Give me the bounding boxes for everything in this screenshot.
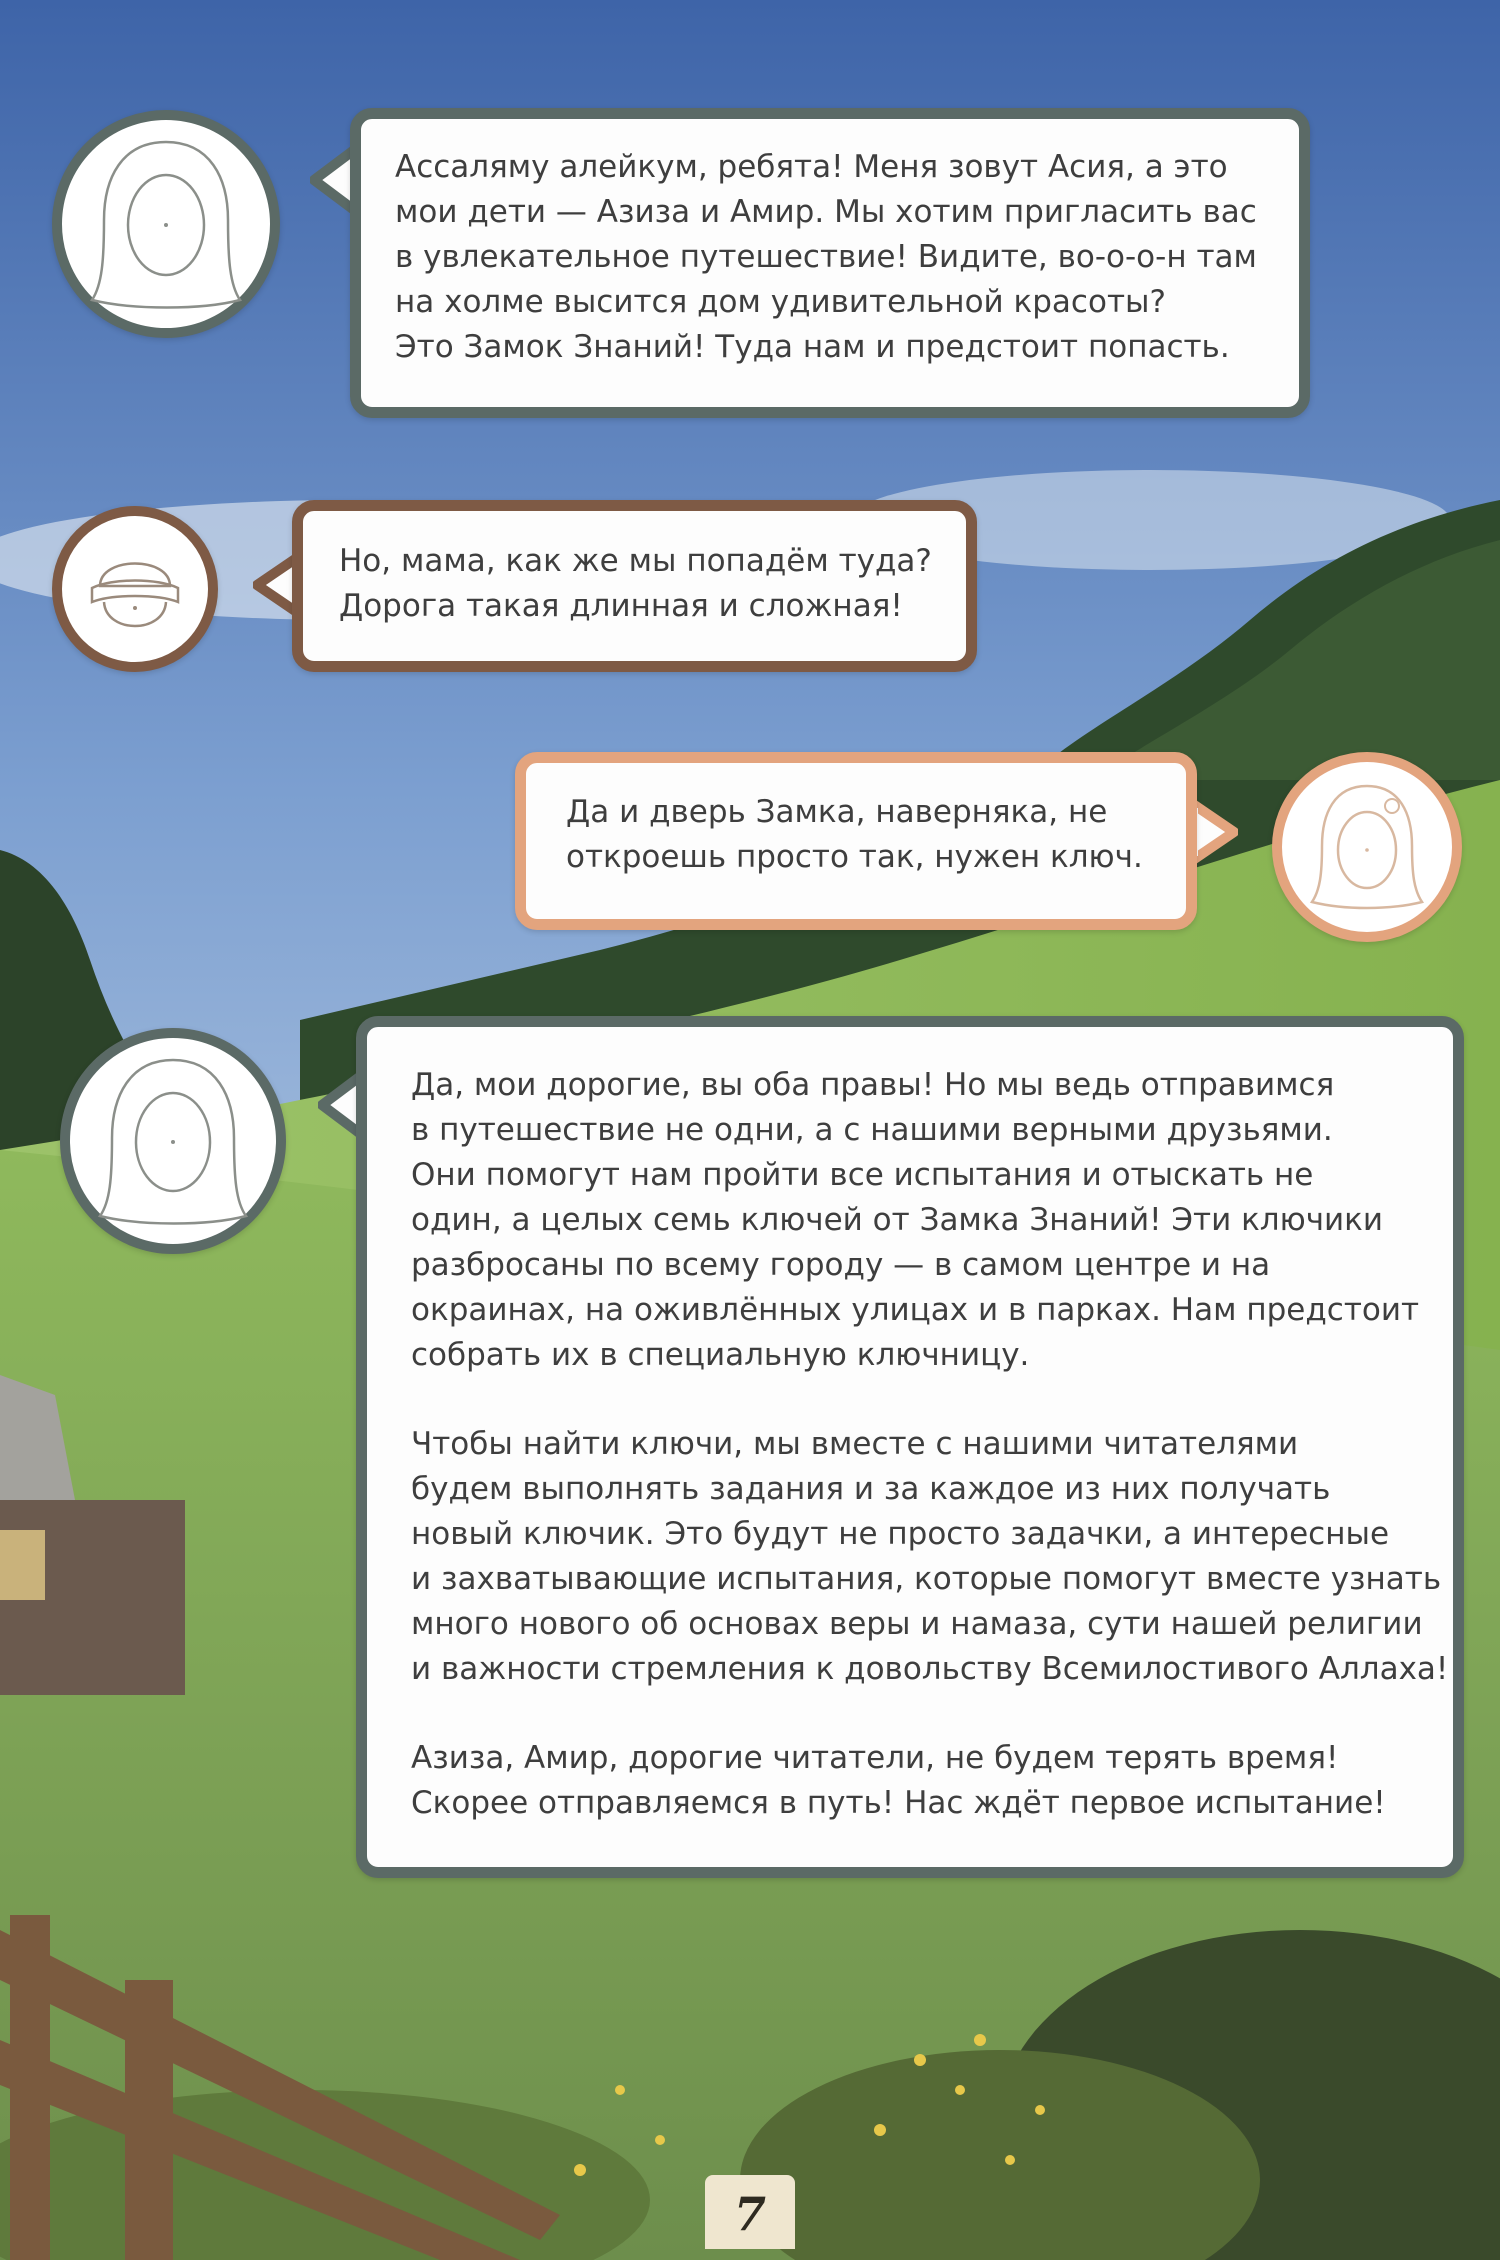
text-line: собрать их в специальную ключницу. (411, 1337, 1030, 1373)
text-line: новый ключик. Это будут не просто задачки, а интересные (411, 1516, 1390, 1552)
bubble-paragraph (411, 1063, 1453, 1378)
text-line: Да и дверь Замка, наверняка, не (566, 794, 1108, 830)
speech-bubble-girl-key (515, 752, 1197, 930)
bubble-text (566, 790, 1186, 880)
text-line: Чтобы найти ключи, мы вместе с нашими читателями (411, 1426, 1299, 1462)
text-line: откроешь просто так, нужен ключ. (566, 839, 1143, 875)
bubble-text (339, 539, 966, 629)
text-line: Ассаляму алейкум, ребята! Меня зовут Асия, а это (395, 149, 1228, 185)
bubble-paragraph (411, 1736, 1453, 1826)
text-line: в путешествие не одни, а с нашими верными друзьями. (411, 1112, 1333, 1148)
text-line: мои дети — Азиза и Амир. Мы хотим пригласить вас (395, 194, 1257, 230)
text-line: один, а целых семь ключей от Замка Знаний! Эти ключики (411, 1202, 1384, 1238)
girl-hijab-icon (1272, 752, 1462, 942)
boy-cap-icon (52, 506, 218, 672)
text-line: Но, мама, как же мы попадём туда? (339, 543, 932, 579)
text-line: Азиза, Амир, дорогие читатели, не будем терять время! (411, 1740, 1339, 1776)
text-line: много нового об основах веры и намаза, сути нашей религии (411, 1606, 1423, 1642)
speech-bubble-boy-question (292, 500, 977, 672)
page-number: 7 (705, 2175, 795, 2249)
text-line: в увлекательное путешествие! Видите, во-о-о-н там (395, 239, 1257, 275)
text-line: и захватывающие испытания, которые помогут вместе узнать (411, 1561, 1442, 1597)
text-line: на холме высится дом удивительной красоты? (395, 284, 1166, 320)
text-line: Скорее отправляемся в путь! Нас ждёт первое испытание! (411, 1785, 1386, 1821)
text-line: Да, мои дорогие, вы оба правы! Но мы ведь отправимся (411, 1067, 1335, 1103)
text-line: будем выполнять задания и за каждое из них получать (411, 1471, 1331, 1507)
mother-hijab-icon (52, 110, 280, 338)
text-line: и важности стремления к довольству Всемилостивого Аллаха! (411, 1651, 1449, 1687)
text-line: разбросаны по всему городу — в самом центре и на (411, 1247, 1271, 1283)
bubble-text (395, 145, 1299, 370)
text-line: Они помогут нам пройти все испытания и отыскать не (411, 1157, 1314, 1193)
speech-bubble-mother-explanation (356, 1016, 1464, 1878)
bubble-paragraph (411, 1422, 1453, 1692)
mother-hijab-icon (60, 1028, 286, 1254)
text-line: Дорога такая длинная и сложная! (339, 588, 903, 624)
text-line: окраинах, на оживлённых улицах и в парках. Нам предстоит (411, 1292, 1420, 1328)
speech-bubble-mother-greeting (350, 108, 1310, 418)
text-line: Это Замок Знаний! Туда нам и предстоит попасть. (395, 329, 1230, 365)
